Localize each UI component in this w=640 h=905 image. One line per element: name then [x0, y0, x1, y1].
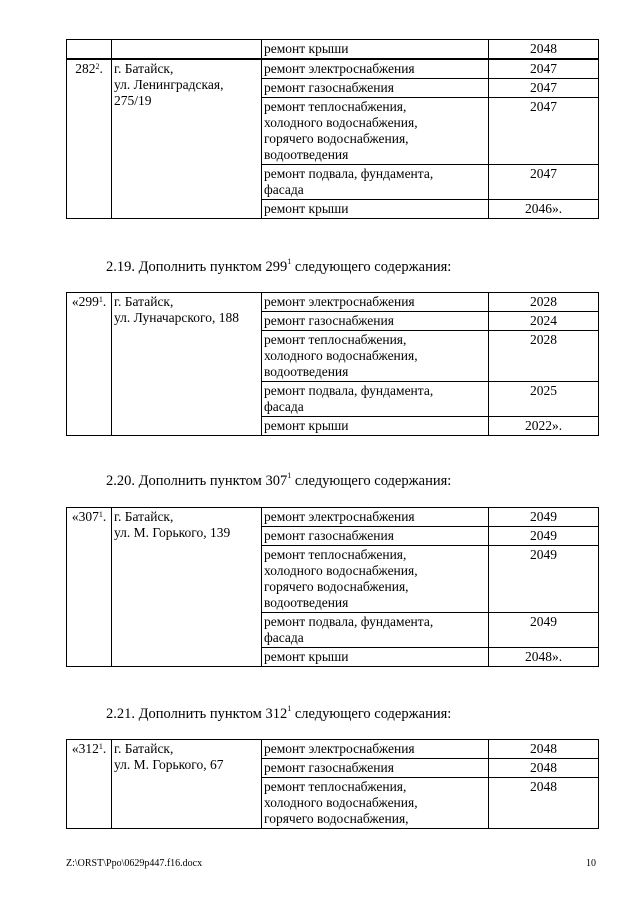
table-item-312: [66, 739, 599, 829]
work-type: ремонт крыши: [262, 40, 489, 59]
work-year: 2047: [489, 165, 599, 200]
work-year: 2025: [489, 382, 599, 417]
item-address: г. Батайск, ул. Луначарского, 188: [112, 293, 262, 436]
item-address: г. Батайск, ул. М. Горького, 67: [112, 740, 262, 829]
work-type: ремонт электроснабжения: [262, 60, 489, 79]
table-row: [67, 60, 599, 79]
work-type: ремонт теплоснабжения, холодного водоснабжения, горячего водоснабжения, водоотведения: [262, 546, 489, 613]
work-year: 2028: [489, 331, 599, 382]
work-type: ремонт крыши: [262, 648, 489, 667]
work-type: ремонт теплоснабжения, холодного водоснабжения, горячего водоснабжения, водоотведения: [262, 98, 489, 165]
footer-file-path: Z:\ORST\Ppo\0629p447.f16.docx: [66, 858, 203, 869]
table-item-282: [66, 59, 599, 219]
work-year: 2049: [489, 527, 599, 546]
item-number: [67, 40, 112, 59]
work-year: 2046».: [489, 200, 599, 219]
work-year: 2047: [489, 79, 599, 98]
table-row: [67, 508, 599, 527]
table-row: [67, 40, 599, 59]
item-number: $282^2$.: [67, 60, 112, 219]
work-year: 2049: [489, 546, 599, 613]
work-type: ремонт крыши: [262, 417, 489, 436]
table-row: [67, 740, 599, 759]
work-type: ремонт электроснабжения: [262, 293, 489, 312]
section-heading-2-21: 2.21. Дополнить пунктом $312^1$ следующего содержания:: [106, 704, 452, 722]
work-type: ремонт подвала, фундамента, фасада: [262, 613, 489, 648]
work-year: 2047: [489, 60, 599, 79]
work-year: 2047: [489, 98, 599, 165]
work-year: 2048».: [489, 648, 599, 667]
work-type: ремонт газоснабжения: [262, 79, 489, 98]
item-number: «$299^1$.: [67, 293, 112, 436]
work-type: ремонт газоснабжения: [262, 759, 489, 778]
work-year: 2049: [489, 613, 599, 648]
work-year: 2048: [489, 740, 599, 759]
work-year: 2048: [489, 778, 599, 829]
work-type: ремонт газоснабжения: [262, 312, 489, 331]
work-year: 2022».: [489, 417, 599, 436]
item-number: «$312^1$.: [67, 740, 112, 829]
item-address: г. Батайск, ул. М. Горького, 139: [112, 508, 262, 667]
work-type: ремонт крыши: [262, 200, 489, 219]
item-address: [112, 40, 262, 59]
table-item-307: [66, 507, 599, 667]
work-type: ремонт теплоснабжения, холодного водоснабжения, горячего водоснабжения,: [262, 778, 489, 829]
item-address: г. Батайск, ул. Ленинградская, 275/19: [112, 60, 262, 219]
work-year: 2048: [489, 759, 599, 778]
footer-page-number: 10: [586, 858, 596, 869]
table-row: [67, 293, 599, 312]
work-type: ремонт электроснабжения: [262, 508, 489, 527]
work-type: ремонт электроснабжения: [262, 740, 489, 759]
work-type: ремонт теплоснабжения, холодного водоснабжения, водоотведения: [262, 331, 489, 382]
table-item-299: [66, 292, 599, 436]
section-heading-2-20: 2.20. Дополнить пунктом $307^1$ следующего содержания:: [106, 471, 452, 489]
section-heading-2-19: 2.19. Дополнить пунктом $299^1$ следующего содержания:: [106, 257, 452, 275]
table-continuation: [66, 39, 599, 59]
work-type: ремонт подвала, фундамента, фасада: [262, 382, 489, 417]
work-year: 2048: [489, 40, 599, 59]
work-year: 2028: [489, 293, 599, 312]
work-type: ремонт подвала, фундамента, фасада: [262, 165, 489, 200]
work-year: 2049: [489, 508, 599, 527]
item-number: «$307^1$.: [67, 508, 112, 667]
work-type: ремонт газоснабжения: [262, 527, 489, 546]
work-year: 2024: [489, 312, 599, 331]
